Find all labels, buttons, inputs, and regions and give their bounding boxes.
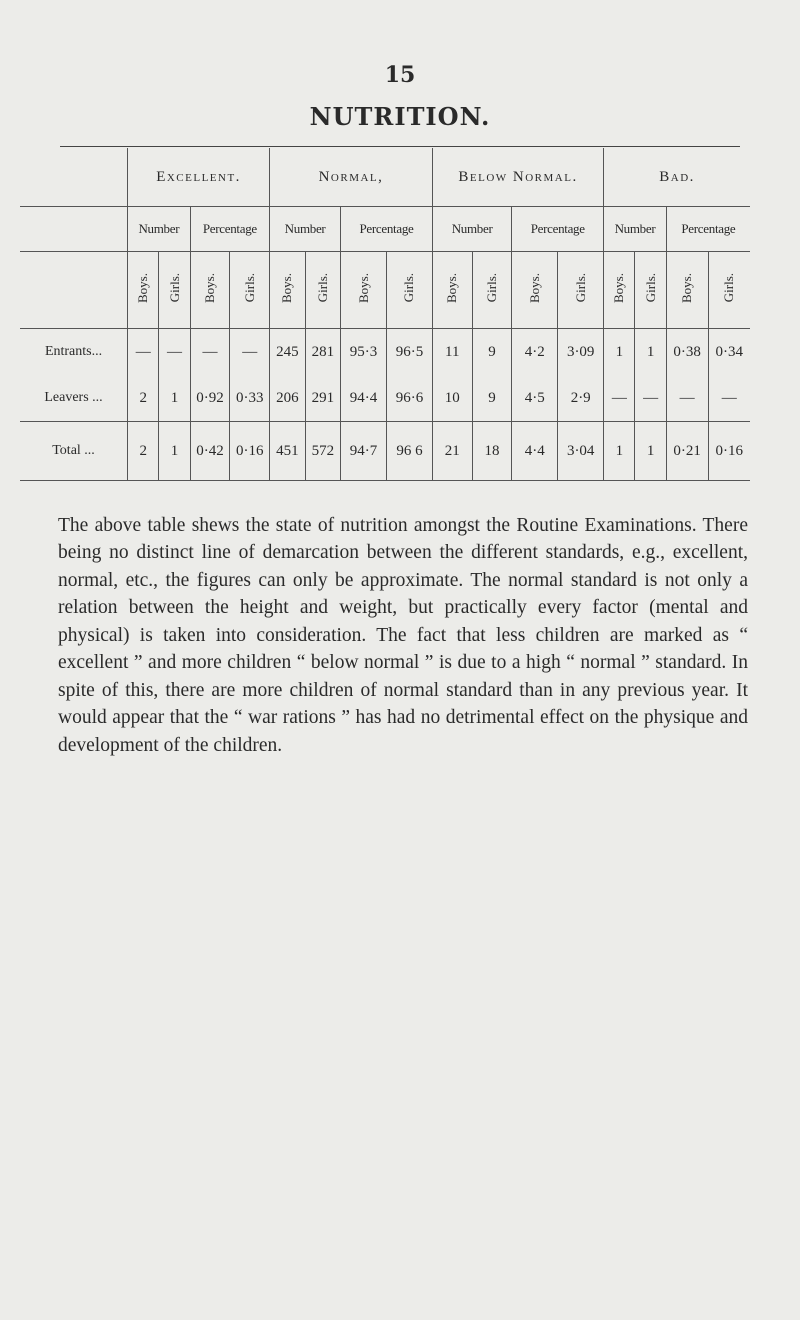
- table-cell: 9: [472, 329, 512, 376]
- table-cell: 2·9: [558, 375, 604, 422]
- corner-cell: [20, 207, 128, 252]
- table-cell: 281: [305, 329, 341, 376]
- table-cell: 1: [604, 422, 635, 481]
- table-cell: 0·21: [666, 422, 708, 481]
- page-title: NUTRITION.: [309, 102, 491, 131]
- table-cell: 3·09: [558, 329, 604, 376]
- sex-header-boys: Boys.: [190, 252, 230, 329]
- table-row: [20, 329, 750, 376]
- sex-header-boys: Boys.: [604, 252, 635, 329]
- table-cell: 0·16: [230, 422, 270, 481]
- table-cell: —: [604, 375, 635, 422]
- table-cell: 1: [635, 329, 666, 376]
- table-cell: 4·2: [512, 329, 558, 376]
- table-cell: 2: [128, 375, 159, 422]
- row-label: Entrants...: [44, 344, 103, 359]
- category-excellent: Excellent.: [128, 148, 270, 207]
- page-number: 15: [384, 62, 416, 88]
- table-cell: 1: [604, 329, 635, 376]
- subheader-number: Number: [604, 207, 667, 252]
- table-cell: 0·34: [708, 329, 750, 376]
- subheader-percentage: Percentage: [512, 207, 604, 252]
- table-cell: 96·5: [387, 329, 433, 376]
- table-cell: 1: [635, 422, 666, 481]
- corner-cell: [20, 148, 128, 207]
- subheader-number: Number: [270, 207, 341, 252]
- table-cell: —: [666, 375, 708, 422]
- category-bad: Bad.: [604, 148, 750, 207]
- table-cell: 0·16: [708, 422, 750, 481]
- table-cell: 245: [270, 329, 306, 376]
- table-cell: 206: [270, 375, 306, 422]
- sex-header-girls: Girls.: [558, 252, 604, 329]
- top-rule: [60, 146, 740, 147]
- table-cell: —: [635, 375, 666, 422]
- table-cell: 95·3: [341, 329, 387, 376]
- table-cell: 0·42: [190, 422, 230, 481]
- category-normal: Normal,: [270, 148, 433, 207]
- table-cell: 11: [432, 329, 472, 376]
- table-cell: 0·38: [666, 329, 708, 376]
- sex-header-boys: Boys.: [270, 252, 306, 329]
- body-paragraph: The above table shews the state of nutrition amongst the Routine Examinations. There being no distinct line of demarcation between the different standards, e.g., excellent, normal, etc., the figures can only be approximate. The normal standard is not only a relation between the height and weight, but practically every factor (mental and physical) is taken into consideration. The fact that less children are marked as “ excellent ” and more children “ below normal ” is due to a high “ normal ” standard. In spite of this, there are more children of normal standard than in any previous year. It would appear that the “ war rations ” has had no detrimental effect on the physique and development of the children.: [58, 514, 748, 756]
- sex-header-girls: Girls.: [159, 252, 190, 329]
- subheader-number: Number: [128, 207, 191, 252]
- sex-header-girls: Girls.: [305, 252, 341, 329]
- subheader-percentage: Percentage: [190, 207, 269, 252]
- subheader-percentage: Percentage: [666, 207, 750, 252]
- table-cell: —: [708, 375, 750, 422]
- sex-header-girls: Girls.: [387, 252, 433, 329]
- table-cell: 94·7: [341, 422, 387, 481]
- sex-header-boys: Boys.: [341, 252, 387, 329]
- subheader-percentage: Percentage: [341, 207, 433, 252]
- sex-header-boys: Boys.: [512, 252, 558, 329]
- nutrition-table: [20, 148, 750, 481]
- sex-header-boys: Boys.: [666, 252, 708, 329]
- table-cell: —: [230, 329, 270, 376]
- table-cell: —: [190, 329, 230, 376]
- table-cell: 94·4: [341, 375, 387, 422]
- table-cell: 9: [472, 375, 512, 422]
- table-cell: 451: [270, 422, 306, 481]
- sex-header-girls: Girls.: [708, 252, 750, 329]
- table-cell: —: [128, 329, 159, 376]
- table-cell: 0·33: [230, 375, 270, 422]
- row-label: Total ...: [20, 422, 128, 481]
- sex-header-girls: Girls.: [472, 252, 512, 329]
- sex-header-boys: Boys.: [128, 252, 159, 329]
- table-cell: 96 6: [387, 422, 433, 481]
- row-label: Leavers ...: [20, 375, 128, 422]
- subheader-number: Number: [432, 207, 511, 252]
- corner-cell: [20, 252, 128, 329]
- table-cell: 0·92: [190, 375, 230, 422]
- sex-header-boys: Boys.: [432, 252, 472, 329]
- table-cell: 21: [432, 422, 472, 481]
- table-cell: 2: [128, 422, 159, 481]
- table-cell: 10: [432, 375, 472, 422]
- table-cell: —: [159, 329, 190, 376]
- table-cell: 1: [159, 422, 190, 481]
- category-below-normal: Below Normal.: [432, 148, 603, 207]
- table-row-total: [20, 422, 750, 481]
- table-cell: 572: [305, 422, 341, 481]
- table-cell: 18: [472, 422, 512, 481]
- table-cell: 3·04: [558, 422, 604, 481]
- table-row: [20, 375, 750, 422]
- table-cell: 1: [159, 375, 190, 422]
- table-cell: 96·6: [387, 375, 433, 422]
- sex-header-girls: Girls.: [230, 252, 270, 329]
- table-cell: 4·4: [512, 422, 558, 481]
- table-cell: 291: [305, 375, 341, 422]
- table-cell: 4·5: [512, 375, 558, 422]
- sex-header-girls: Girls.: [635, 252, 666, 329]
